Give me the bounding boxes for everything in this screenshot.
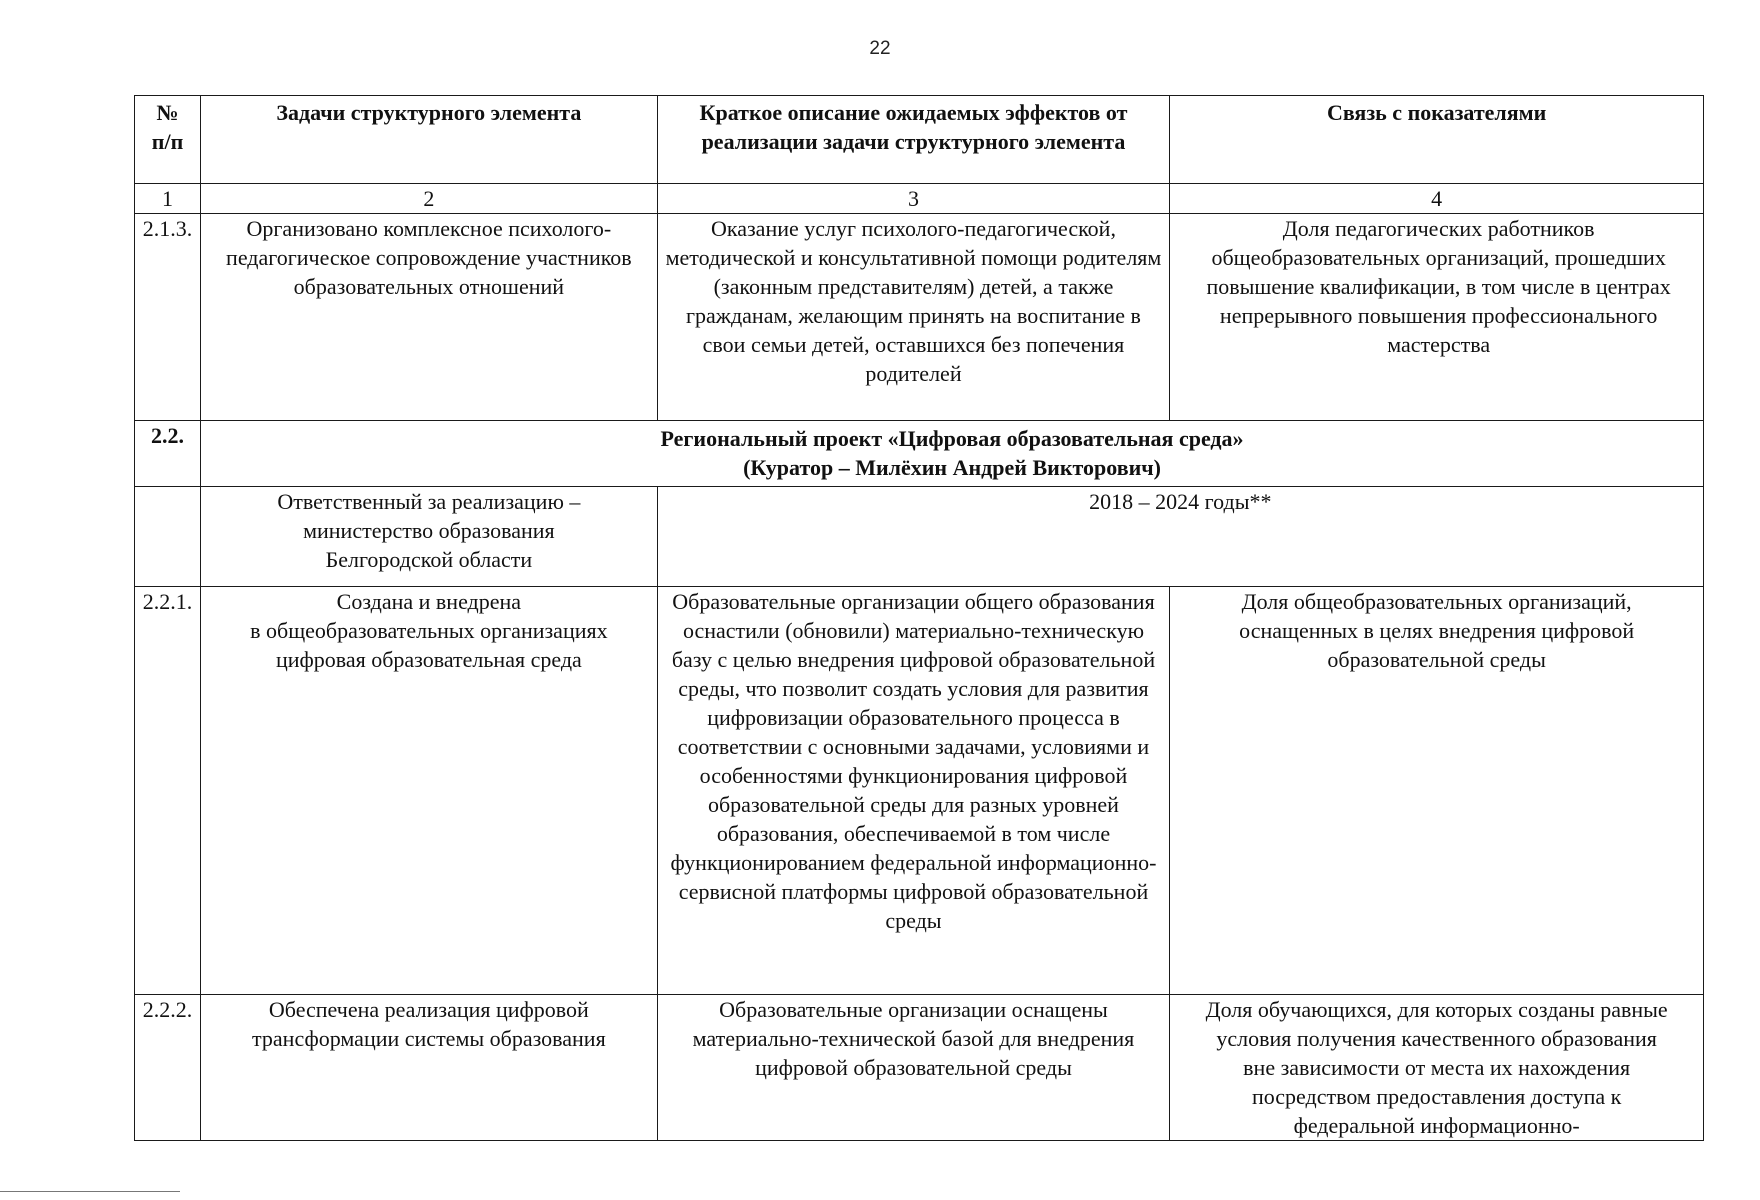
project-title-row — [135, 421, 1704, 487]
project-title: Региональный проект «Цифровая образовательная среда» — [660, 426, 1244, 451]
row-effect: Оказание услуг психолого-педагогической, методической и консультативной помощи родителям (законным представителям) детей, а также гражданам, желающим принять на воспитание в свои семьи детей, оставшихся без попечения родителей — [657, 214, 1170, 421]
project-title-cell — [201, 421, 1704, 487]
project-responsible: Ответственный за реализацию – министерство образования Белгородской области — [201, 487, 658, 587]
row-number: 2.2.1. — [135, 587, 201, 995]
header-effect: Краткое описание ожидаемых эффектов от реализации задачи структурного элемента — [657, 96, 1170, 184]
column-number-3: 3 — [657, 184, 1170, 214]
project-number: 2.2. — [135, 421, 201, 487]
empty-number-cell — [135, 487, 201, 587]
header-link: Связь с показателями — [1170, 96, 1704, 184]
structural-element-table — [134, 95, 1704, 1141]
page-number: 22 — [869, 38, 891, 59]
header-number: № п/п — [135, 96, 201, 184]
row-number: 2.2.2. — [135, 995, 201, 1141]
row-link: Доля педагогических работников общеобразовательных организаций, прошедших повышение квалификации, в том числе в центрах непрерывного повышения профессионального мастерства — [1170, 214, 1704, 421]
row-task: Организовано комплексное психолого-педагогическое сопровождение участников образовательных отношений — [201, 214, 658, 421]
table-row — [135, 995, 1704, 1141]
row-number: 2.1.3. — [135, 214, 201, 421]
column-number-1: 1 — [135, 184, 201, 214]
project-curator: (Куратор – Милёхин Андрей Викторович) — [743, 455, 1161, 480]
footnote-divider — [0, 1191, 180, 1192]
project-responsible-row — [135, 487, 1704, 587]
header-task: Задачи структурного элемента — [201, 96, 658, 184]
table-row — [135, 214, 1704, 421]
column-number-4: 4 — [1170, 184, 1704, 214]
column-number-row — [135, 184, 1704, 214]
table-row — [135, 587, 1704, 995]
row-effect: Образовательные организации оснащены материально-технической базой для внедрения цифровой образовательной среды — [657, 995, 1170, 1141]
row-link: Доля общеобразовательных организаций, оснащенных в целях внедрения цифровой образовательной среды — [1170, 587, 1704, 995]
table-header-row — [135, 96, 1704, 184]
project-period: 2018 – 2024 годы** — [657, 487, 1703, 587]
row-task: Обеспечена реализация цифровой трансформации системы образования — [201, 995, 658, 1141]
column-number-2: 2 — [201, 184, 658, 214]
row-link: Доля обучающихся, для которых созданы равные условия получения качественного образования вне зависимости от места их нахождения посредством предоставления доступа к федеральной информационно- — [1170, 995, 1704, 1141]
row-effect: Образовательные организации общего образования оснастили (обновили) материально-техническую базу с целью внедрения цифровой образовательной среды, что позволит создать условия для развития цифровизации образовательного процесса в соответствии с основными задачами, условиями и особенностями функционирования цифровой образовательной среды для разных уровней образования, обеспечиваемой в том числе функционированием федеральной информационно-сервисной платформы цифровой образовательной среды — [657, 587, 1170, 995]
row-task: Создана и внедрена в общеобразовательных организациях цифровая образовательная среда — [201, 587, 658, 995]
